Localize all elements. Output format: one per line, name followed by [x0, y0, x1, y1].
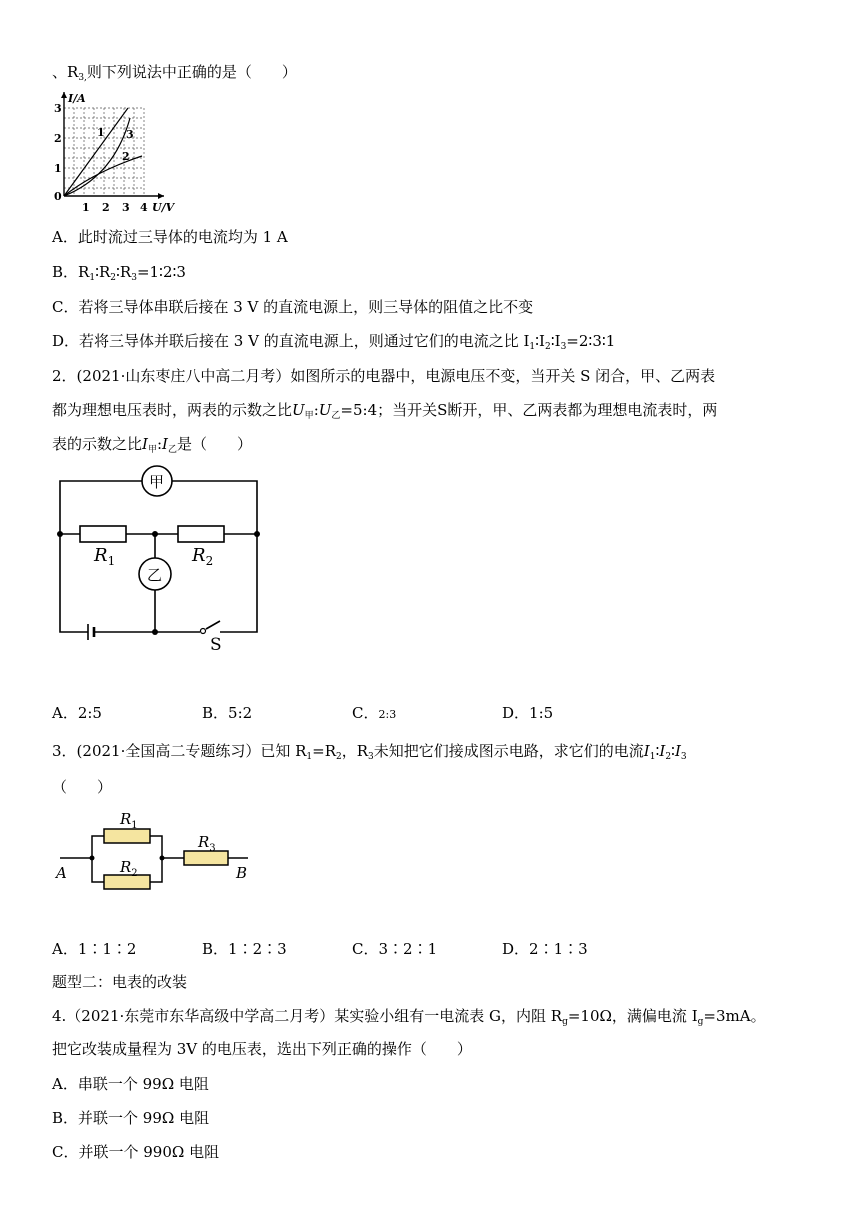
curve-label-2: 2 [122, 150, 130, 163]
q2-option-c[interactable]: C．2:3 [352, 704, 397, 722]
q3-option-b[interactable]: B．1∶2∶3 [202, 940, 287, 958]
curve-1 [64, 108, 128, 196]
q4-option-c[interactable]: C．并联一个 990Ω 电阻 [52, 1143, 220, 1161]
q2-option-d[interactable]: D．1:5 [502, 704, 554, 722]
q2-stem-line3: 表的示数之比$I_甲:I_乙$是（ ） [52, 435, 252, 455]
r2-label: $R_2$ [192, 545, 214, 568]
q4-stem-line1: 4.（2021·东莞市东华高级中学高二月考）某实验小组有一电流表 G，内阻 $R_g=10\Omega$，满偏电流 $I_g=3mA$。 [52, 1007, 766, 1027]
curve-label-1: 1 [97, 126, 105, 139]
q1-option-d[interactable]: D．若将三导体并联后接在 3 V 的直流电源上，则通过它们的电流之比 $I_1∶I_2∶I_3=2∶3∶1$ [52, 332, 616, 352]
iu-graph [44, 88, 184, 216]
xtick: 4 [140, 201, 148, 214]
q2-option-b[interactable]: B．5:2 [202, 704, 253, 722]
q3-option-d[interactable]: D．2∶1∶3 [502, 940, 588, 958]
meter-yi-label: 乙 [147, 566, 163, 584]
graph-xlabel: U/V [152, 201, 175, 214]
r1-label: $R_1$ [94, 545, 116, 568]
switch-label: S [210, 635, 222, 655]
q3-r2-label: $R_2$ [120, 858, 138, 879]
q3-r3-label: $R_3$ [198, 833, 216, 854]
q2-stem-line1: 2．(2021·山东枣庄八中高二月考）如图所示的电器中，电源电压不变，当开关 S 闭合，甲、乙两表 [52, 367, 716, 385]
ytick: 0 [54, 190, 62, 203]
q3-stem-line2: （ ） [52, 778, 113, 796]
terminal-a-label: A [56, 864, 67, 882]
q3-r1-label: $R_1$ [120, 810, 138, 831]
terminal-b-label: B [236, 864, 248, 882]
curve-label-3: 3 [126, 128, 134, 141]
q3-option-c[interactable]: C．3∶2∶1 [352, 940, 438, 958]
ytick: 1 [54, 162, 62, 175]
q4-option-b[interactable]: B．并联一个 99Ω 电阻 [52, 1109, 210, 1127]
section-title: 题型二：电表的改装 [52, 973, 188, 991]
xtick: 1 [82, 201, 90, 214]
meter-jia-label: 甲 [149, 473, 165, 491]
xtick: 2 [102, 201, 110, 214]
q1-stem: 、$R_{3,}$则下列说法中正确的是（ ） [52, 63, 297, 83]
q3-option-a[interactable]: A．1∶1∶2 [52, 940, 137, 958]
q1-option-a[interactable]: A．此时流过三导体的电流均为 1 A [52, 228, 288, 246]
q1-option-c[interactable]: C．若将三导体串联后接在 3 V 的直流电源上，则三导体的阻值之比不变 [52, 298, 534, 316]
q3-circuit [50, 804, 260, 894]
ytick: 3 [54, 102, 62, 115]
ytick: 2 [54, 132, 62, 145]
q3-stem-line1: 3．(2021·全国高二专题练习）已知 $R_1=R_2$，$R_3$未知把它们接成图示电路，求它们的电流$I_1∶I_2∶I_3$ [52, 742, 687, 762]
q4-stem-line2: 把它改装成量程为 3V 的电压表，选出下列正确的操作（ ） [52, 1040, 472, 1058]
q2-stem-line2: 都为理想电压表时，两表的示数之比$U_甲:U_乙=5:4$；当开关S断开，甲、乙两表都为理想电流表时，两 [52, 401, 718, 421]
q2-option-a[interactable]: A．2:5 [52, 704, 102, 722]
q1-option-b[interactable]: B．$R_1∶R_2∶R_3=1∶2∶3$ [52, 263, 186, 283]
graph-ylabel: I/A [68, 92, 86, 105]
q4-option-a[interactable]: A．串联一个 99Ω 电阻 [52, 1075, 209, 1093]
xtick: 3 [122, 201, 130, 214]
q2-circuit [50, 460, 270, 655]
